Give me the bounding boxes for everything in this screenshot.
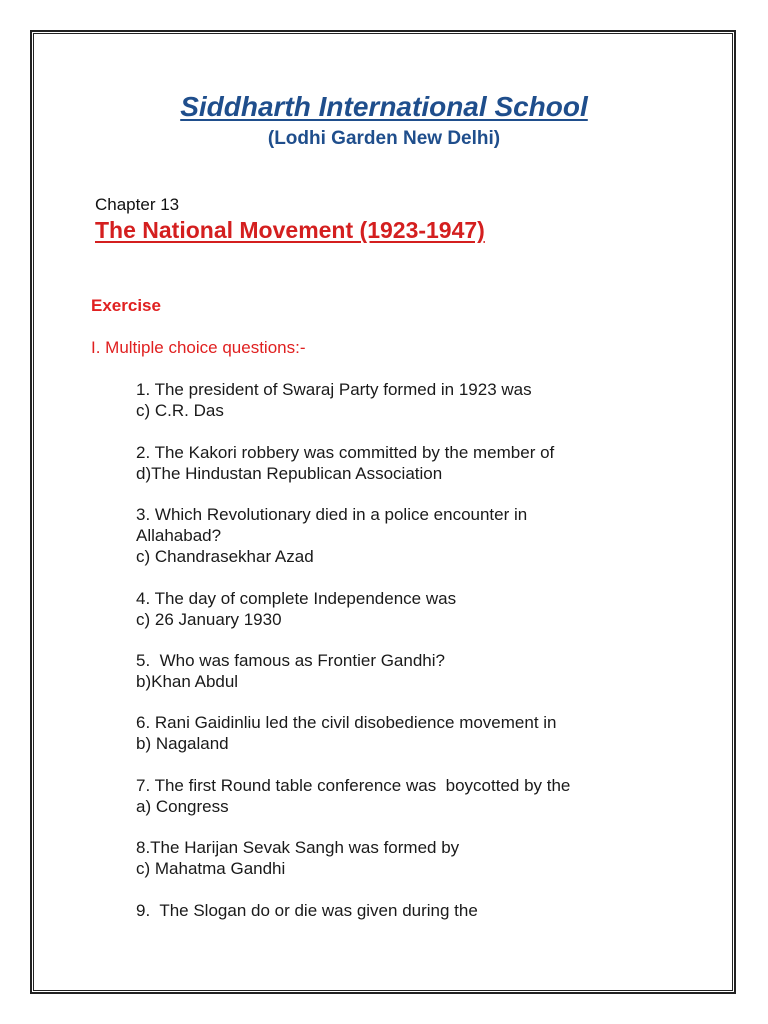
question-item (136, 650, 445, 692)
section-heading: I. Multiple choice questions:- (91, 338, 306, 357)
question-text: 5. Who was famous as Frontier Gandhi? (136, 651, 445, 670)
answer-text: b)Khan Abdul (136, 672, 239, 691)
question-item (136, 712, 557, 754)
question-text: 6. Rani Gaidinliu led the civil disobedience movement in (136, 713, 557, 732)
question-item (136, 379, 532, 421)
question-item (136, 837, 459, 879)
school-location: (Lodhi Garden New Delhi) (267, 128, 501, 149)
answer-text: c) 26 January 1930 (136, 610, 282, 629)
question-item (136, 775, 570, 817)
exercise-heading: Exercise (91, 296, 161, 315)
question-item (136, 504, 527, 567)
chapter-number: Chapter 13 (95, 195, 180, 214)
question-text: 4. The day of complete Independence was (136, 589, 457, 608)
question-item (136, 442, 554, 484)
question-item (136, 588, 456, 630)
answer-text: c) C.R. Das (136, 401, 224, 420)
question-text: 7. The first Round table conference was boycotted by the (136, 776, 571, 795)
answer-text: a) Congress (136, 797, 229, 816)
answer-text: c) Mahatma Gandhi (136, 859, 286, 878)
question-text: 9. The Slogan do or die was given during the (136, 901, 478, 920)
answer-text: b) Nagaland (136, 734, 229, 753)
question-text: 1. The president of Swaraj Party formed in 1923 was (136, 380, 532, 399)
question-text-continued: Allahabad? (136, 526, 222, 545)
question-text: 3. Which Revolutionary died in a police encounter in (136, 505, 528, 524)
question-text: 2. The Kakori robbery was committed by the member of (136, 443, 555, 462)
answer-text: c) Chandrasekhar Azad (136, 547, 314, 566)
answer-text: d)The Hindustan Republican Association (136, 464, 443, 483)
chapter-title: The National Movement (1923-1947) (95, 217, 485, 243)
question-text: 8.The Harijan Sevak Sangh was formed by (136, 838, 460, 857)
question-item (136, 900, 478, 921)
school-name: Siddharth International School (180, 91, 588, 122)
